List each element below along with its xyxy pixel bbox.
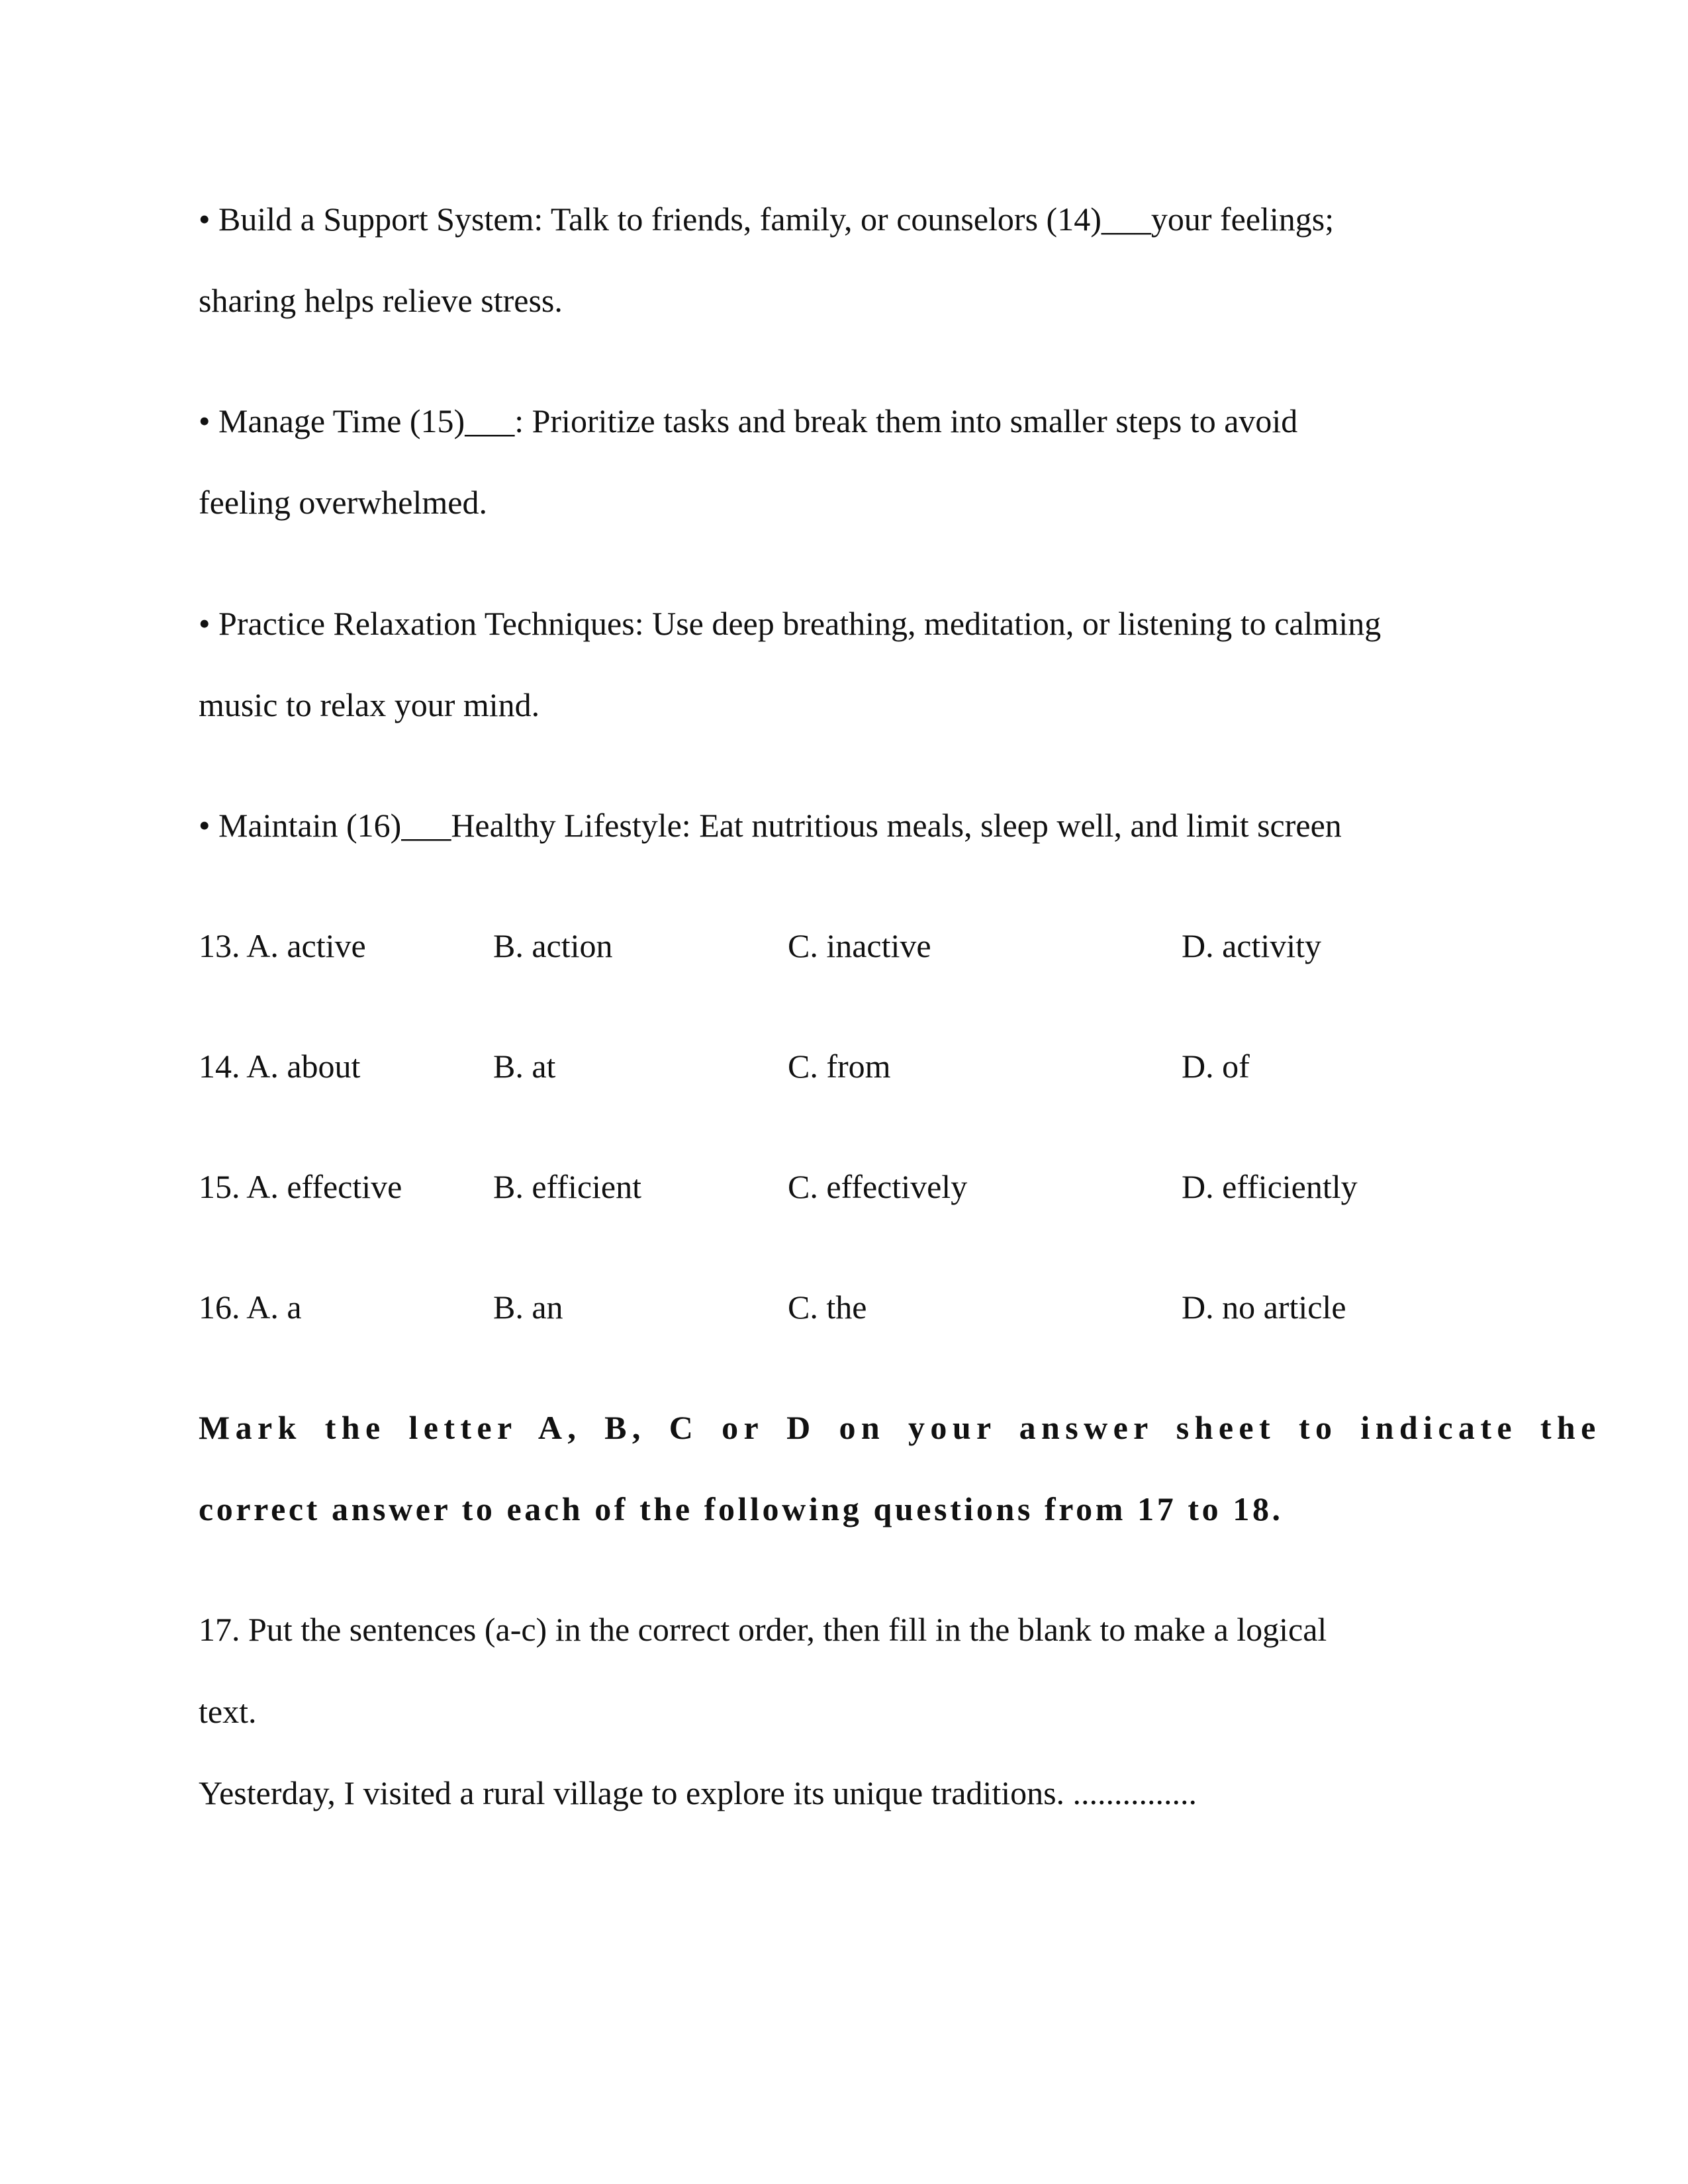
q13-option-b[interactable]: B. action: [493, 927, 613, 964]
q17-prompt-line2: text.: [199, 1693, 257, 1730]
q14-option-b[interactable]: B. at: [493, 1048, 556, 1085]
q14-option-c[interactable]: C. from: [788, 1048, 891, 1085]
bullet-support-system-line2: sharing helps relieve stress.: [199, 282, 563, 319]
q14-option-d[interactable]: D. of: [1182, 1048, 1250, 1085]
question-14-options: [199, 1046, 1489, 1087]
q16-option-c[interactable]: C. the: [788, 1289, 867, 1326]
q17-text-line: Yesterday, I visited a rural village to explore its unique traditions. ...............: [199, 1774, 1197, 1811]
bullet-healthy-lifestyle-line1: • Maintain (16)___Healthy Lifestyle: Eat nutritious meals, sleep well, and limit screen: [199, 807, 1342, 844]
q13-option-a[interactable]: 13. A. active: [199, 927, 366, 964]
q16-option-d[interactable]: D. no article: [1182, 1289, 1346, 1326]
q15-option-d[interactable]: D. efficiently: [1182, 1168, 1358, 1205]
q15-option-b[interactable]: B. efficient: [493, 1168, 641, 1205]
q15-option-c[interactable]: C. effectively: [788, 1168, 968, 1205]
question-15-options: [199, 1166, 1489, 1207]
q13-option-c[interactable]: C. inactive: [788, 927, 931, 964]
bullet-manage-time-line2: feeling overwhelmed.: [199, 484, 487, 521]
q15-option-a[interactable]: 15. A. effective: [199, 1168, 402, 1205]
q17-prompt-line1: 17. Put the sentences (a-c) in the correct order, then fill in the blank to make a logical: [199, 1611, 1327, 1648]
bullet-manage-time-line1: • Manage Time (15)___: Prioritize tasks and break them into smaller steps to avoid: [199, 402, 1298, 439]
q13-option-d[interactable]: D. activity: [1182, 927, 1322, 964]
bullet-relaxation-line1: • Practice Relaxation Techniques: Use deep breathing, meditation, or listening to calming: [199, 605, 1382, 642]
q16-option-a[interactable]: 16. A. a: [199, 1289, 302, 1326]
question-16-options: [199, 1287, 1489, 1328]
bullet-support-system-line1: • Build a Support System: Talk to friends, family, or counselors (14)___your feelings;: [199, 201, 1335, 238]
instruction-line2: correct answer to each of the following questions from 17 to 18.: [199, 1490, 1284, 1527]
q14-option-a[interactable]: 14. A. about: [199, 1048, 361, 1085]
instruction-line1: Mark the letter A, B, C or D on your answer sheet to indicate the: [199, 1409, 1601, 1446]
question-13-options: [199, 925, 1489, 966]
q16-option-b[interactable]: B. an: [493, 1289, 563, 1326]
bullet-relaxation-line2: music to relax your mind.: [199, 686, 540, 723]
